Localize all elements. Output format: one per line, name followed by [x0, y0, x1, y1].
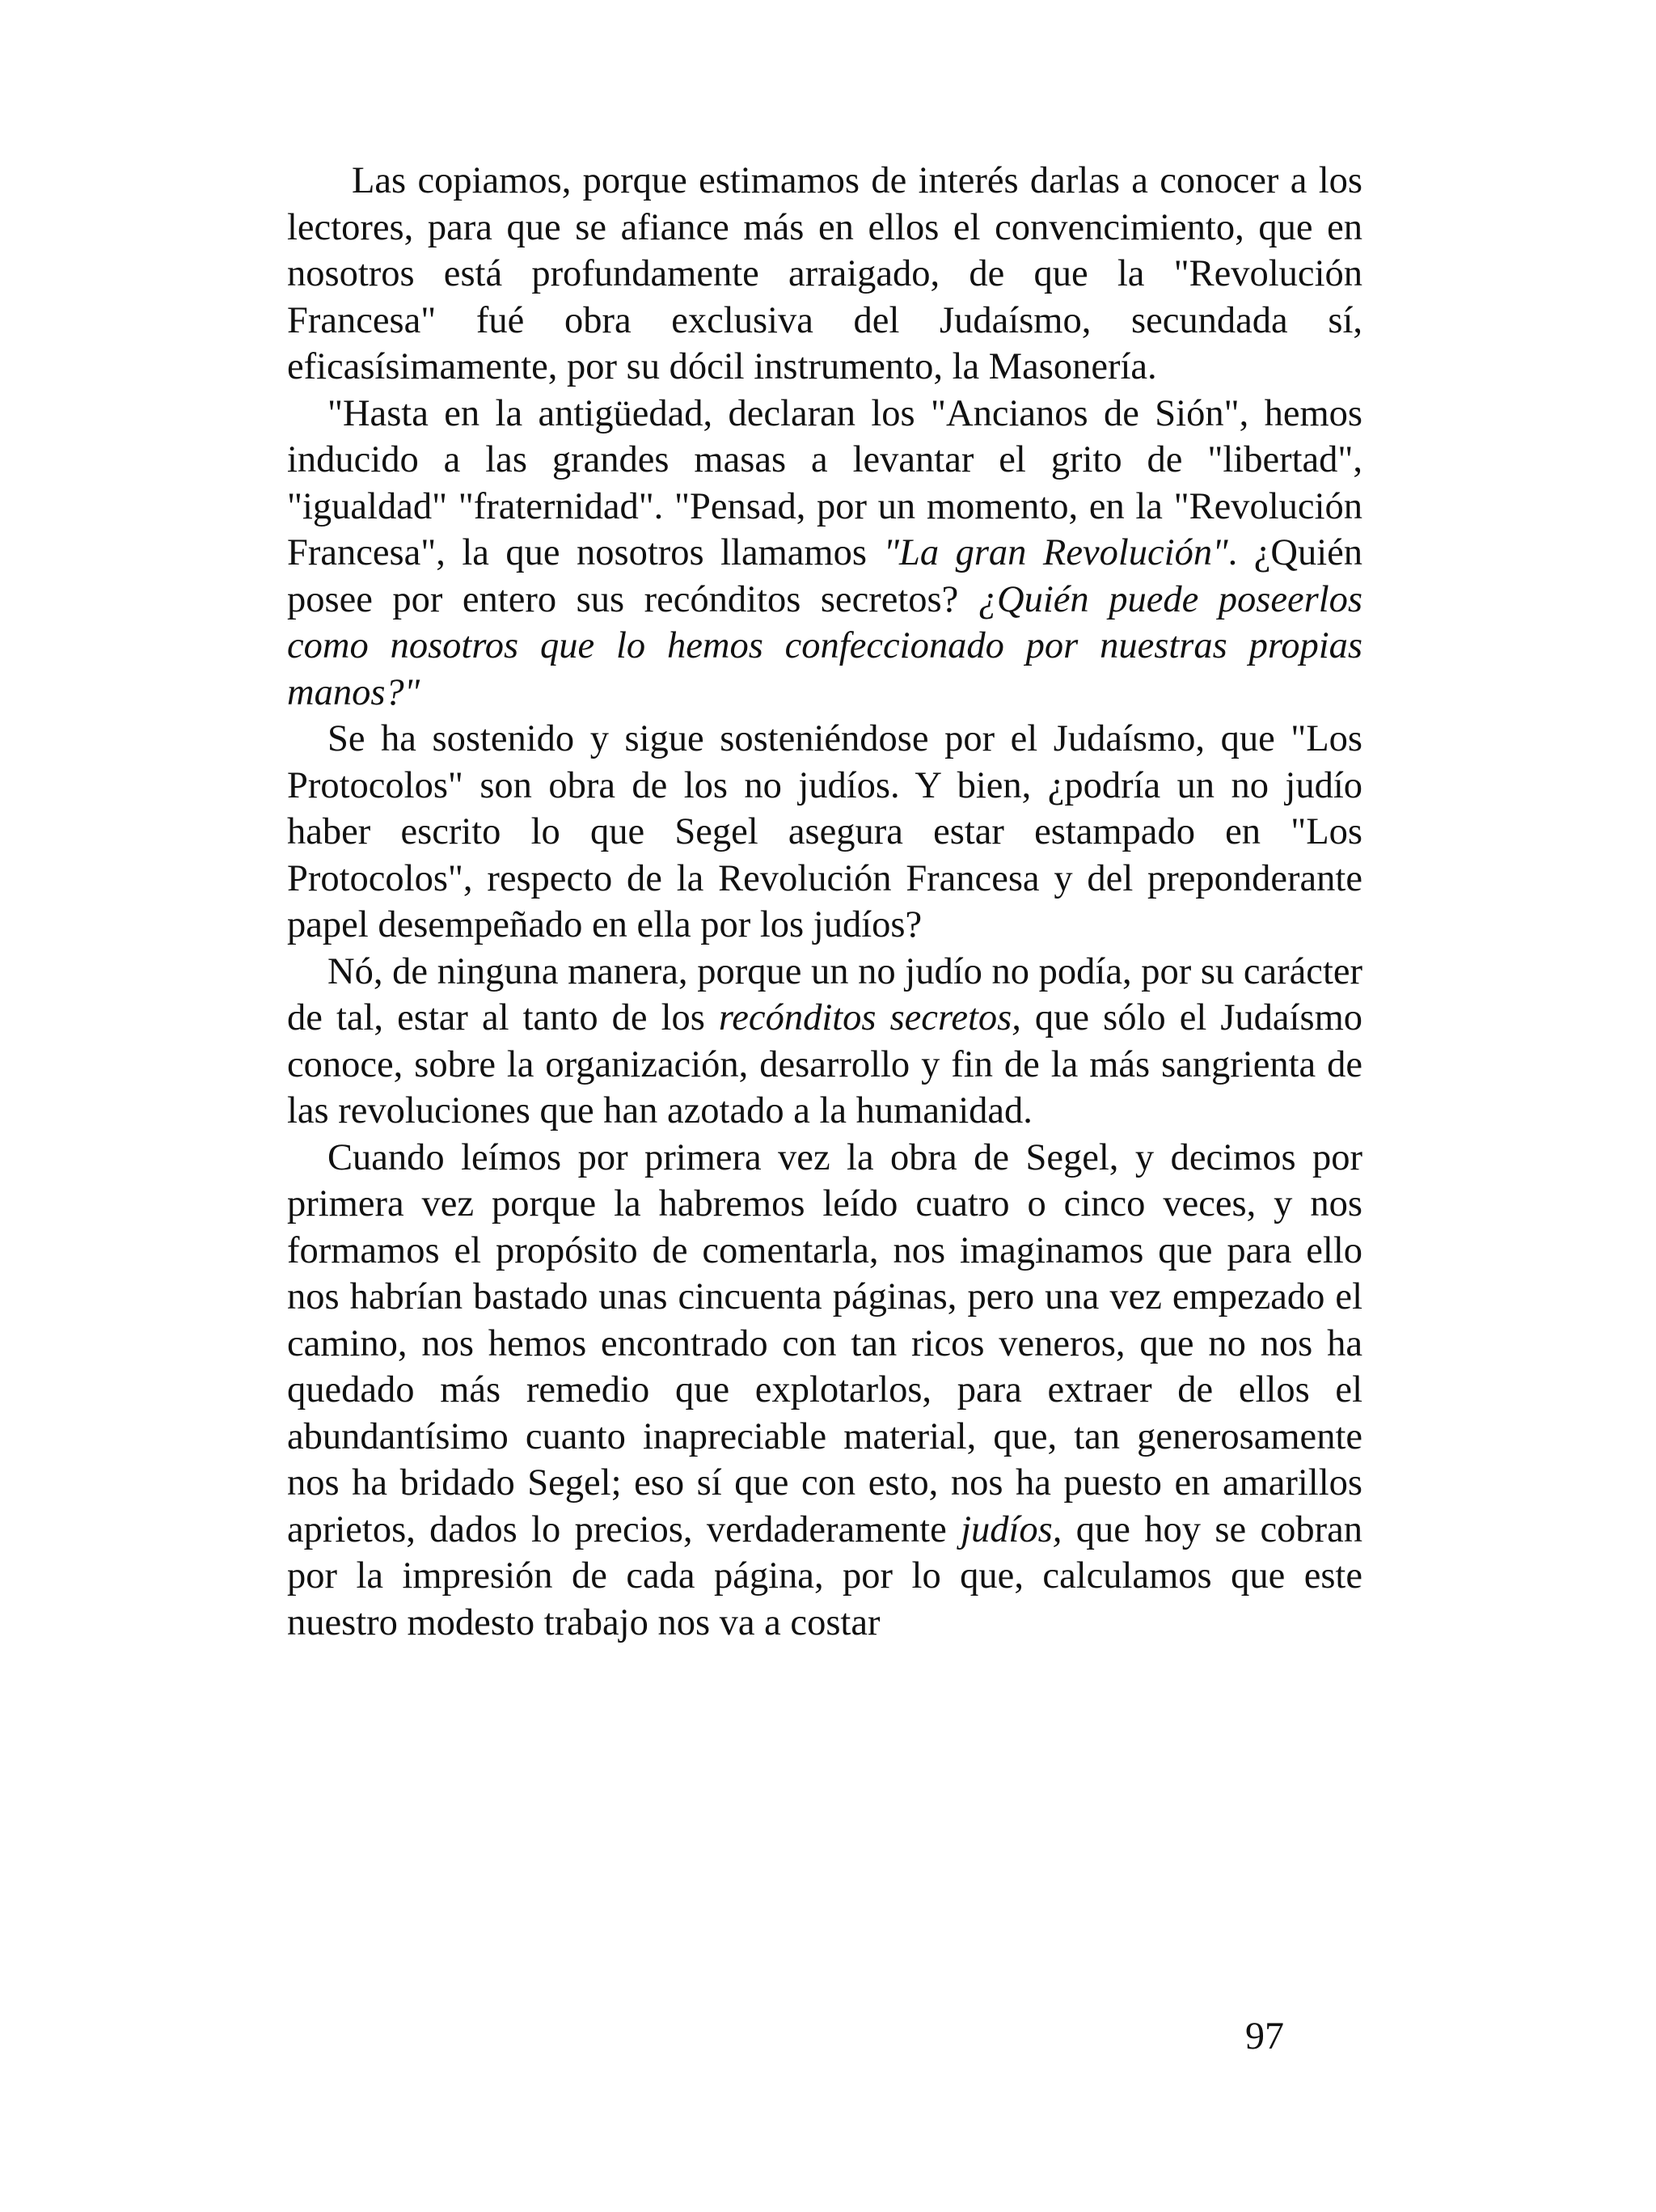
paragraph-4-italic-phrase: recónditos secretos, — [718, 997, 1021, 1038]
paragraph-2-text-middle: . ¿Quién posee por entero sus recónditos secretos? — [287, 532, 1363, 620]
paragraph-5 — [287, 1135, 1362, 1647]
page-number: 97 — [1245, 2015, 1284, 2058]
body-text — [287, 158, 1362, 1646]
paragraph-2-italic-question: ¿Quién puede poseerlos como nosotros que lo hemos confeccionado por nuestras propias manos?" — [287, 578, 1362, 713]
book-page — [287, 158, 1362, 2099]
paragraph-1-text: Las copiamos, porque estimamos de interés darlas a conocer a los lectores, para que se afiance más en ellos el convencimiento, que en nosotros está profundamente arraigado, de que la "Revolución Francesa" fué obra exclusiva del Judaísmo, secundada sí, eficasísimamente, por su dócil instrumento, la Masonería. — [287, 160, 1362, 387]
paragraph-2 — [287, 391, 1362, 717]
paragraph-5-text-start: Cuando leímos por primera vez la obra de Segel, y decimos por primera vez porque la habremos leído cuatro o cinco veces, y nos formamos el propósito de comentarla, nos imaginamos que para ello nos habrían bastado unas cincuenta páginas, pero una vez empezado el camino, nos hemos encontrado con tan ricos veneros, que no nos ha quedado más remedio que explotarlos, para extraer de ellos el abundantísimo cuanto inapreciable material, que, tan generosamente nos ha bridado Segel; eso sí que con esto, nos ha puesto en amarillos aprietos, dados lo precios, verdaderamente — [287, 1136, 1362, 1550]
paragraph-4-text-start: Nó, de ninguna manera, porque un no judío no podía, por su carácter de tal, estar al tanto de los — [287, 950, 1362, 1038]
paragraph-4-text-end: que sólo el Judaísmo conoce, sobre la organización, desarrollo y fin de la más sangrienta de las revoluciones que han azotado a la humanidad. — [287, 997, 1362, 1131]
paragraph-3-text: Se ha sostenido y sigue sosteniéndose por el Judaísmo, que "Los Protocolos" son obra de los no judíos. Y bien, ¿podría un no judío haber escrito lo que Segel asegura estar estampado en "Los Protocolos", respecto de la Revolución Francesa y del preponderante papel desempeñado en ella por los judíos? — [287, 718, 1362, 945]
paragraph-1 — [287, 158, 1362, 391]
paragraph-2-text-start: "Hasta en la antigüedad, declaran los "Ancianos de Sión", hemos inducido a las grandes masas a levantar el grito de "libertad", "igualdad" "fraternidad". "Pensad, por un momento, en la "Revolución Francesa", la que nosotros llamamos — [287, 392, 1362, 573]
paragraph-2-italic-title: "La gran Revolución" — [883, 532, 1228, 573]
paragraph-3 — [287, 716, 1362, 949]
paragraph-4 — [287, 949, 1362, 1135]
paragraph-5-italic-word: judíos, — [961, 1508, 1062, 1550]
paragraph-5-text-end: que hoy se cobran por la impresión de cada página, por lo que, calculamos que este nuestro modesto trabajo nos va a costar — [287, 1508, 1362, 1643]
